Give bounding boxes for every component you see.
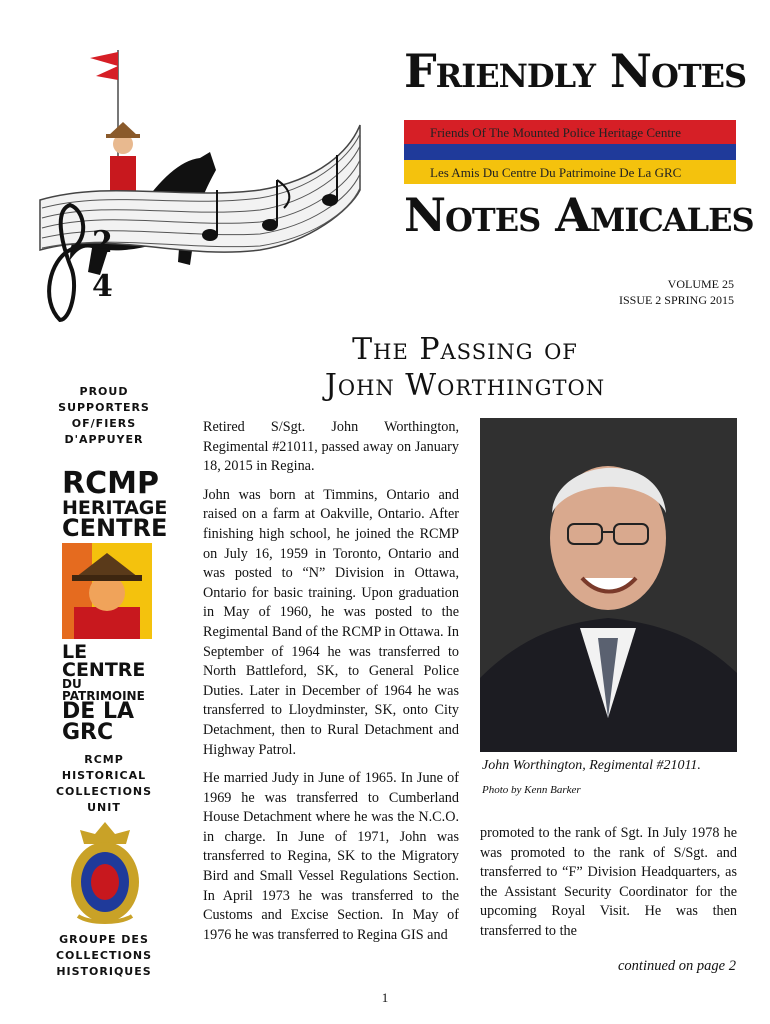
logo-word-le-centre: LE CENTRE bbox=[62, 641, 146, 682]
article-headline bbox=[250, 332, 680, 404]
article-paragraph-1: Retired S/Sgt. John Worthington, Regimental #21011, passed away on January 18, 2015 in Regina. bbox=[203, 419, 459, 475]
logo-word-de-la-grc: DE LA GRC bbox=[62, 699, 134, 746]
banner-stripe-blue bbox=[404, 144, 736, 160]
masthead-illustration bbox=[30, 30, 440, 340]
page-number: 1 bbox=[381, 990, 389, 1005]
masthead-subtitle-fr: Les Amis Du Centre Du Patrimoine De La GRC bbox=[430, 165, 682, 180]
masthead-subtitle-en: Friends Of The Mounted Police Heritage Centre bbox=[430, 125, 682, 140]
volume-issue bbox=[619, 276, 734, 308]
sidebar-proud-supporters: PROUD SUPPORTERS OF/FIERS D'APPUYER bbox=[58, 385, 150, 446]
sidebar-historical-collections: RCMP HISTORICAL COLLECTIONS UNIT bbox=[55, 753, 153, 814]
headline-line-1: The Passing of bbox=[352, 332, 578, 367]
photo-caption: John Worthington, Regimental #21011. bbox=[482, 758, 701, 773]
photo-credit: Photo by Kenn Barker bbox=[482, 784, 581, 796]
logo-word-rcmp: RCMP bbox=[62, 466, 159, 501]
masthead-title-en: Friendly Notes bbox=[404, 44, 747, 98]
sidebar-groupe-collections: GROUPE DES COLLECTIONS HISTORIQUES bbox=[55, 933, 153, 978]
rcmp-crest-icon bbox=[60, 820, 150, 928]
headline-line-2: John Worthington bbox=[324, 368, 606, 403]
continued-on-link[interactable]: continued on page 2 bbox=[618, 958, 736, 974]
article-column-1 bbox=[203, 418, 459, 954]
masthead-title-fr: Notes Amicales bbox=[404, 188, 754, 242]
time-signature-bottom: 4 bbox=[92, 269, 113, 304]
article-paragraph-3: He married Judy in June of 1965. In June of 1969 he was transferred to Cumberland House Detachment where he was the N.C.O. in charge. In June of 1971, John was transferred to Regina, SK to the Migratory Bird and Small Vessel Regulations Section. In April 1973 he was transferred to the Customs and Excise Section. In May of 1976 he was transferred to Regina GIS and bbox=[203, 770, 459, 943]
time-signature-top: 2 bbox=[92, 225, 113, 260]
logo-word-heritage: HERITAGE bbox=[62, 496, 168, 519]
rcmp-heritage-centre-logo bbox=[62, 466, 168, 746]
article-paragraph-4: promoted to the rank of Sgt. In July 1978 he was promoted to the rank of S/Sgt. and transferred to “F” Division Headquarters, as the Assistant Security Coordinator for the upcoming Royal Visit. He was then transferred to the bbox=[480, 825, 737, 939]
logo-word-centre: CENTRE bbox=[62, 513, 168, 542]
article-paragraph-2: John was born at Timmins, Ontario and raised on a farm at Oakville, Ontario. After finishing high school, he joined the RCMP on July 16, 1959 in Toronto, Ontario and was posted to “N” Division in Ottawa, Ontario for basic training. Upon graduation in May of 1960, he was posted to the Regimental Band of the RCMP in Ottawa. In September of 1964 he was transferred to North Battleford, SK, to General Police Duties. Later in December of 1964 he was transferred to Lloydminster, SK, onto City Detachment, then to Rural Detachment and Highway Patrol. bbox=[203, 486, 459, 758]
issue-label: ISSUE 2 SPRING 2015 bbox=[618, 293, 734, 307]
article-column-2 bbox=[480, 824, 737, 942]
mountie-portrait-icon bbox=[62, 543, 152, 639]
portrait-photo bbox=[480, 418, 737, 752]
volume-label: VOLUME 25 bbox=[667, 277, 734, 291]
logo-word-du-patrimoine: DU PATRIMOINE bbox=[62, 677, 145, 703]
